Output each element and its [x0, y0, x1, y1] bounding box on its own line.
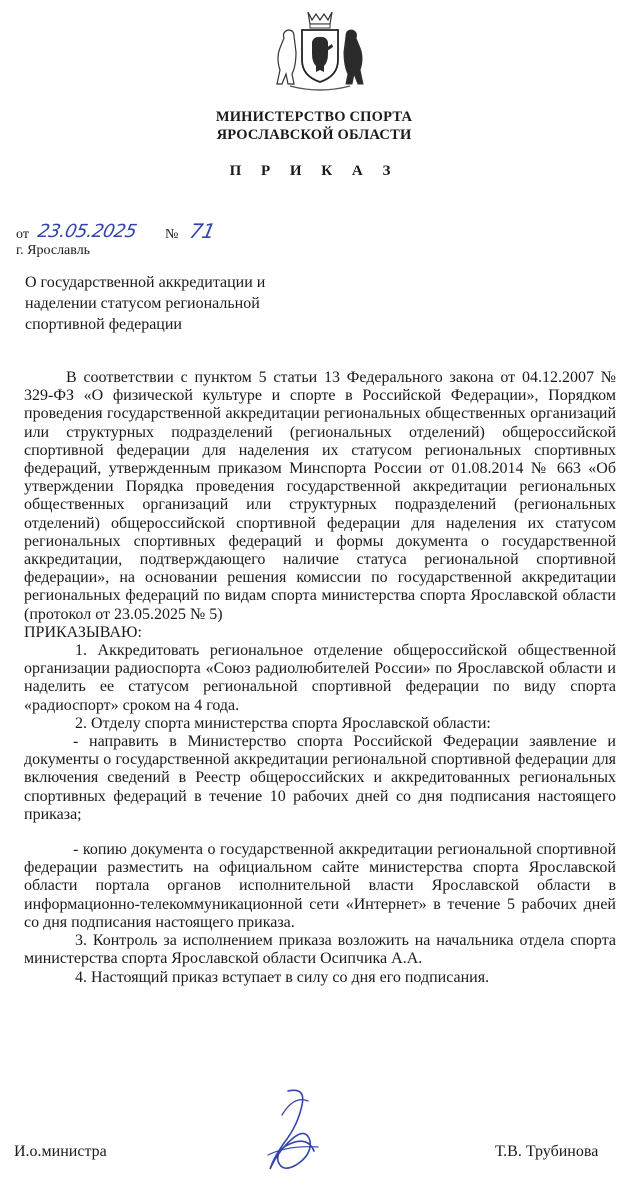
- document-type-title: П Р И К А З: [229, 163, 399, 179]
- signer-name: Т.В. Трубинова: [495, 1143, 599, 1160]
- order-word: ПРИКАЗЫВАЮ:: [24, 623, 142, 641]
- subject-block: [25, 272, 325, 335]
- handwritten-signature: [248, 1085, 328, 1177]
- ministry-name-line-2: ЯРОСЛАВСКОЙ ОБЛАСТИ: [216, 127, 412, 143]
- number-prefix: №: [165, 227, 179, 242]
- coat-of-arms-icon: [268, 8, 372, 92]
- subject-line-3: спортивной федерации: [25, 316, 182, 333]
- subject-line-1: О государственной аккредитации и: [25, 274, 266, 291]
- order-item-2-dash-1: - направить в Министерство спорта Российской Федерации заявление и документы о государственной аккредитации региональной спортивной федерации для включения сведений в Реестр общероссийских и аккредитованных региональных спортивных федераций в течение 10 рабочих дней со дня подписания настоящего приказа;: [24, 733, 616, 823]
- signer-position: И.о.министра: [14, 1143, 107, 1160]
- subject-line-2: наделении статусом региональной: [25, 295, 260, 312]
- city: г. Ярославль: [16, 243, 91, 258]
- document-body: [24, 369, 616, 987]
- order-item-4: 4. Настоящий приказ вступает в силу со дня его подписания.: [75, 968, 490, 986]
- ministry-name-line-1: МИНИСТЕРСТВО СПОРТА: [215, 109, 413, 125]
- preamble-paragraph: В соответствии с пунктом 5 статьи 13 Федерального закона от 04.12.2007 № 329-ФЗ «О физической культуре и спорте в Российской Федерации», Порядком проведения государственной аккредитации региональных общественных организаций или структурных подразделений (региональных отделений) общероссийской спортивной федерации для наделения их статусом региональных спортивных федераций, утвержденным приказом Минспорта России от 01.08.2014 № 663 «Об утверждении Порядка проведения государственной аккредитации региональных общественных организаций или структурных подразделений (региональных отделений) общероссийской спортивной федерации для наделения их статусом региональных спортивных федераций и формы документа о государственной аккредитации, подтверждающего наличие статуса региональной спортивной федерации», на основании решения комиссии по государственной аккредитации региональных федераций по видам спорта министерства спорта Ярославской области (протокол от 23.05.2025 № 5): [24, 369, 616, 623]
- order-item-2-dash-2: - копию документа о государственной аккредитации региональной спортивной федерации разместить на официальном сайте министерства спорта Ярославской области портала органов исполнительной власти Ярославской области в информационно-телекоммуникационной сети «Интернет» в течение 5 рабочих дней со дня подписания настоящего приказа.: [24, 841, 616, 931]
- handwritten-number: 71: [187, 219, 218, 243]
- handwritten-date: 23.05.2025: [35, 221, 139, 242]
- date-prefix: от: [16, 227, 29, 242]
- order-item-3: 3. Контроль за исполнением приказа возложить на начальника отдела спорта министерства спорта Ярославской области Осипчика А.А.: [24, 932, 616, 968]
- order-item-2: 2. Отделу спорта министерства спорта Ярославской области:: [75, 714, 491, 732]
- order-item-1: 1. Аккредитовать региональное отделение общероссийской общественной организации радиоспорта «Союз радиолюбителей России» по Ярославской области и наделить ее статусом региональной спортивной федерации по виду спорта «радиоспорт» сроком на 4 года.: [24, 642, 616, 714]
